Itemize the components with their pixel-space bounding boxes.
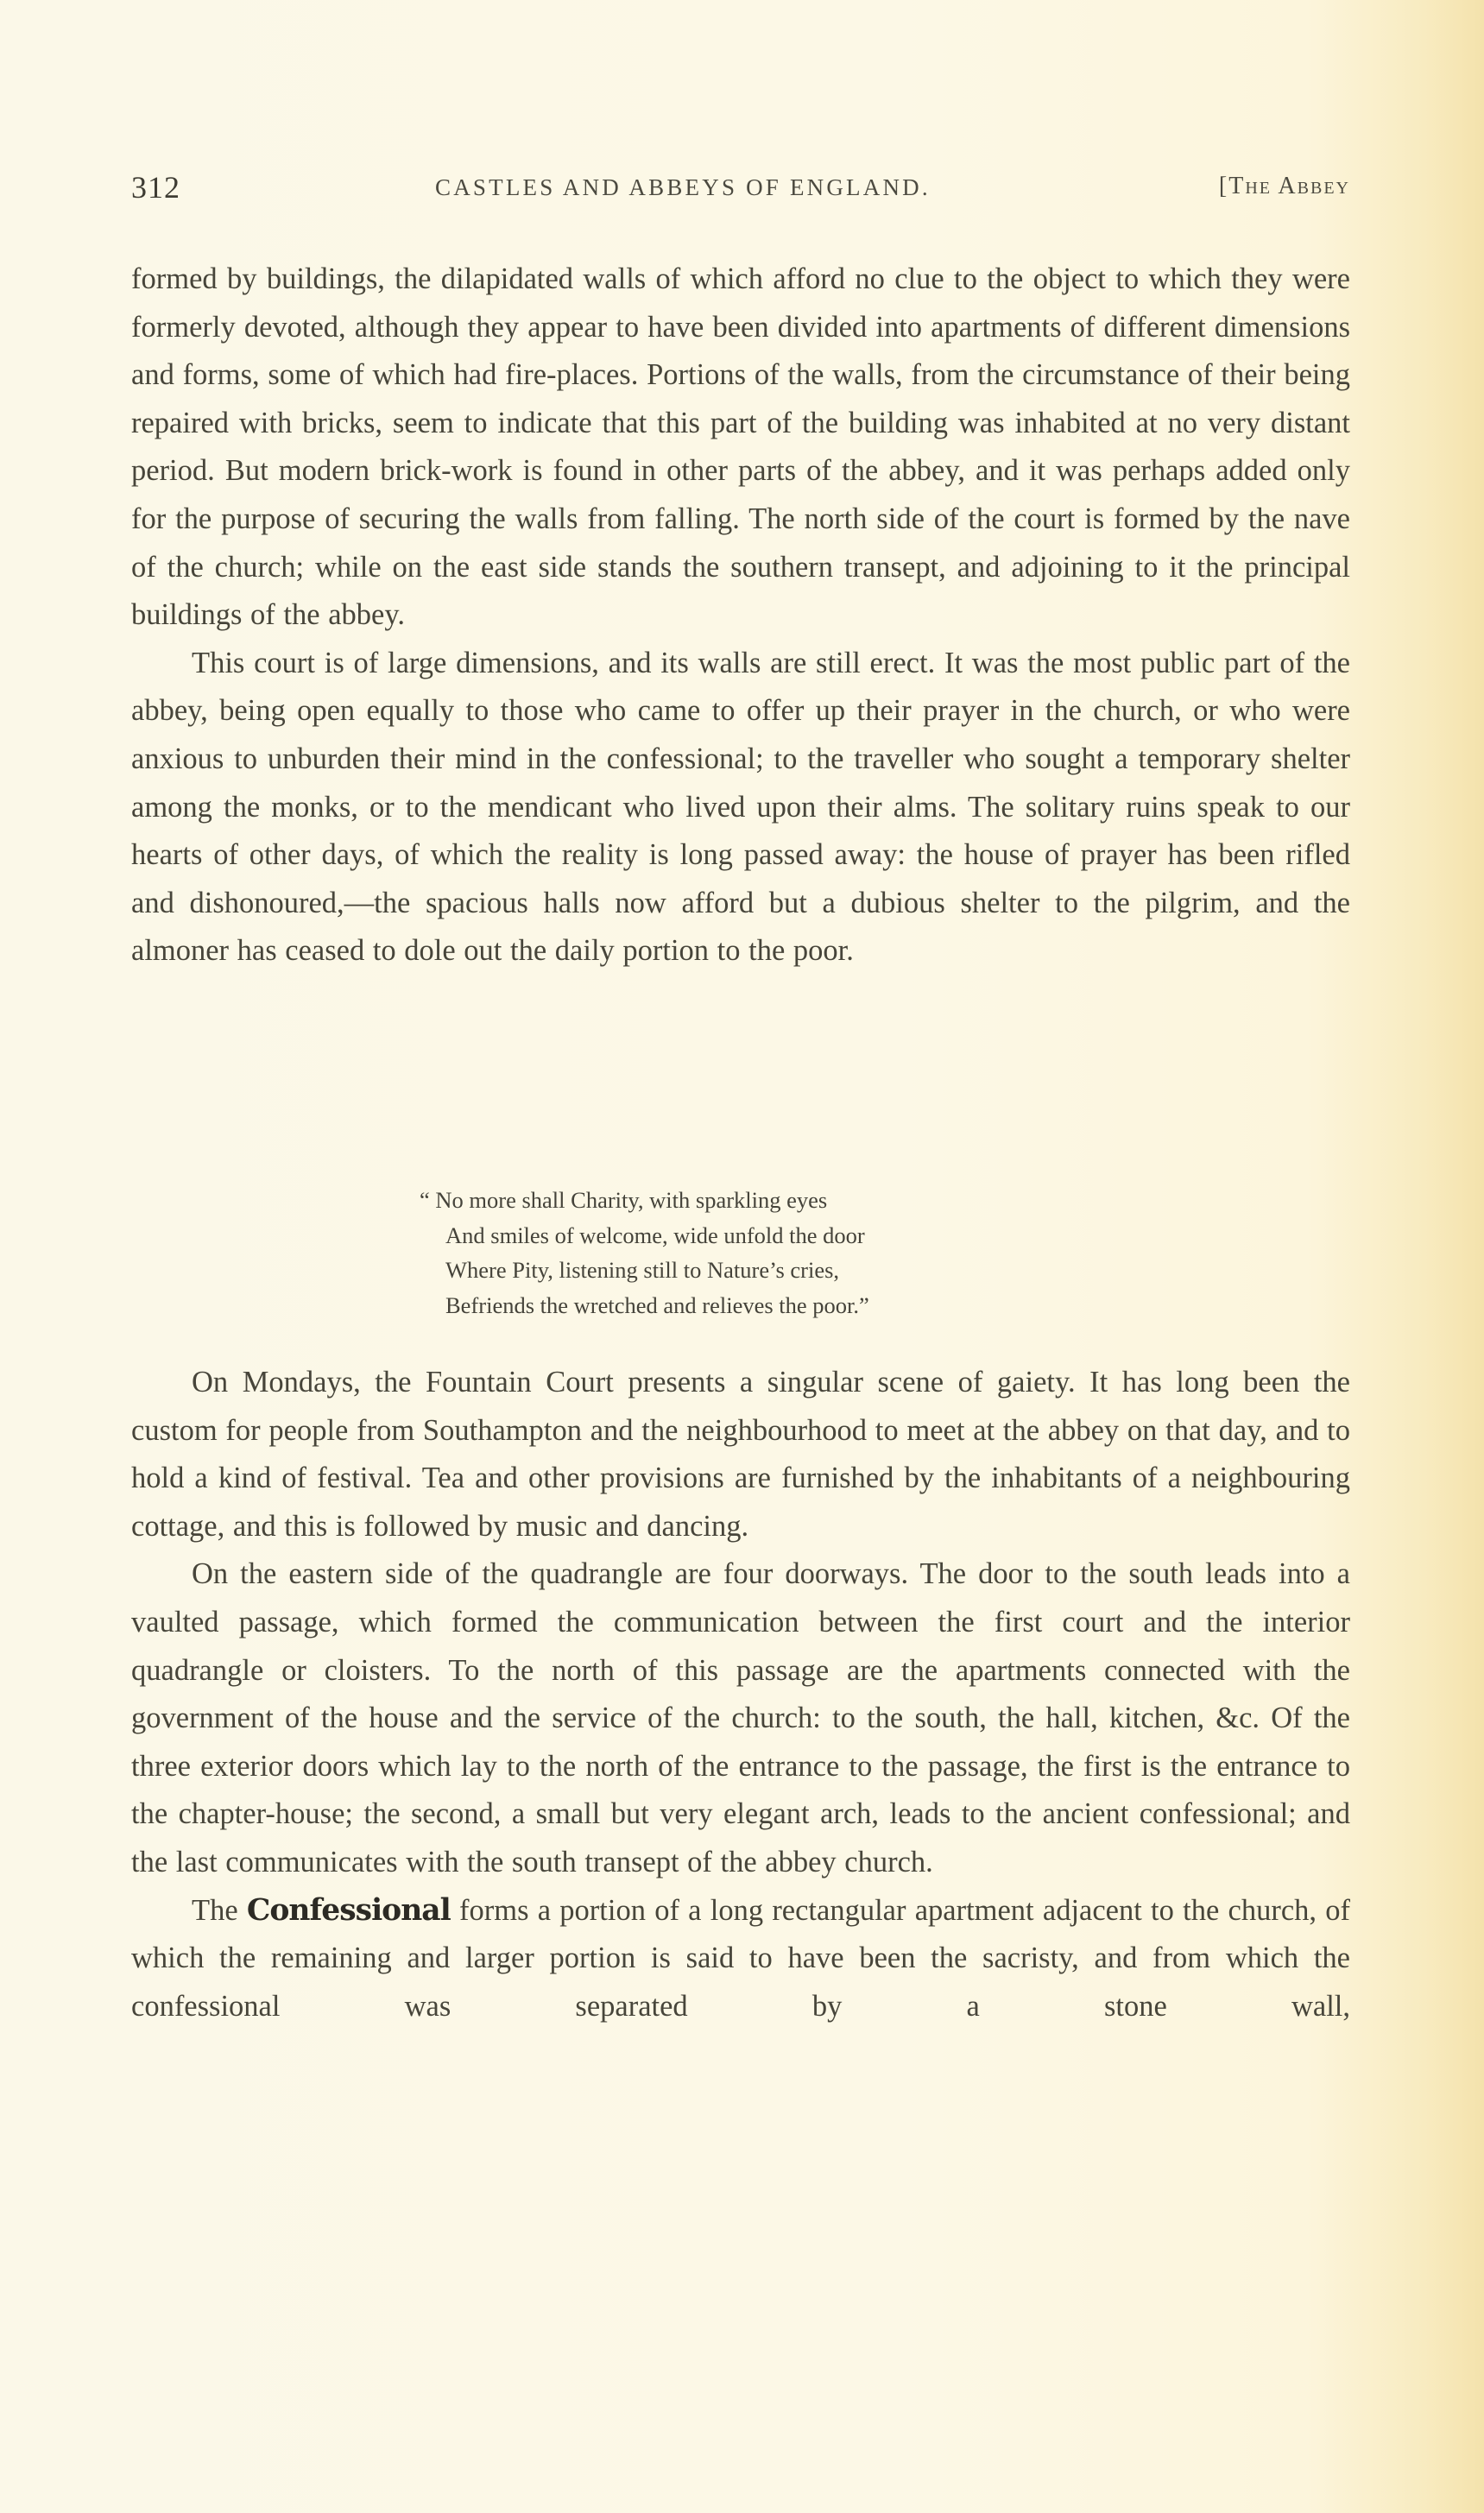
- body-text-lower: [131, 1359, 1350, 2030]
- blackletter-term: Confessional: [246, 1892, 451, 1928]
- paragraph: [131, 1887, 1350, 2031]
- poem-line: Befriends the wretched and relieves the poor.”: [445, 1291, 869, 1318]
- paragraph: On the eastern side of the quadrangle are four doorways. The door to the south leads into a vaulted passage, which formed the communication between the first court and the interior quadrangle or cloisters. To the north of this passage are the apartments connected with the government of the house and the service of the church: to the south, the hall, kitchen, &c. Of the three exterior doors which lay to the north of the entrance to the passage, the first is the entrance to the chapter-house; the second, a small but very elegant arch, leads to the ancient confessional; and the last communicates with the south transept of the abbey church.: [131, 1557, 1350, 1878]
- book-title: CASTLES AND ABBEYS OF ENGLAND.: [435, 174, 931, 200]
- running-head: [131, 169, 1350, 212]
- paragraph: On Mondays, the Fountain Court presents a singular scene of gaiety. It has long been the custom for people from Southampton and the neighbourhood to meet at the abbey on that day, and to hold a kind of festival. Tea and other provisions are furnished by the inhabitants of a neighbouring cottage, and this is followed by music and dancing.: [131, 1366, 1350, 1543]
- paragraph: This court is of large dimensions, and its walls are still erect. It was the most public part of the abbey, being open equally to those who came to offer up their prayer in the church, or who were anxious to unburden their mind in the confessional; to the traveller who sought a temporary shelter among the monks, or to the mendicant who lived upon their alms. The solitary ruins speak to our hearts of other days, of which the reality is long passed away: the house of prayer has been rifled and dishonoured,—the spacious halls now afford but a dubious shelter to the pilgrim, and the almoner has ceased to dole out the daily portion to the poor.: [131, 646, 1350, 968]
- paragraph-text: forms a portion of a long rectangular apartment adjacent to the church, of which the remaining and larger portion is said to have been the sacristy, and from which the confessional was separated by a stone wall,: [131, 1893, 1351, 2023]
- body-text-upper: [131, 256, 1350, 976]
- poem-line: “ No more shall Charity, with sparkling eyes: [420, 1187, 828, 1213]
- poem-quotation: [420, 1183, 869, 1323]
- paragraph-lead: The: [192, 1893, 238, 1927]
- page-number: 312: [131, 170, 180, 205]
- section-title: [The Abbey: [1218, 173, 1350, 199]
- paragraph: formed by buildings, the dilapidated walls of which afford no clue to the object to which they were formerly devoted, although they appear to have been divided into apartments of different dimensions and forms, some of which had fire-places. Portions of the walls, from the circumstance of their being repaired with bricks, seem to indicate that this part of the building was inhabited at no very distant period. But modern brick-work is found in other parts of the abbey, and it was perhaps added only for the purpose of securing the walls from falling. The north side of the court is formed by the nave of the church; while on the east side stands the southern transept, and adjoining to it the principal buildings of the abbey.: [131, 262, 1350, 632]
- poem-line: And smiles of welcome, wide unfold the door: [445, 1222, 865, 1248]
- poem-line: Where Pity, listening still to Nature’s cries,: [445, 1257, 840, 1283]
